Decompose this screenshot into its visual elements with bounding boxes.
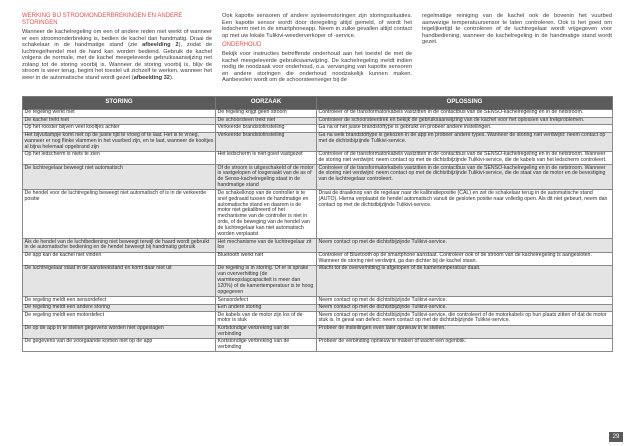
cell-oplossing: Neem contact op met de dichtstbijzijnde Tulikivi-service, die controleert of de motorkabels op hun plaats zitten of dat de motor stuk is. In geval van defect: neem contact op met de dichtstbijzijnde Tulikivi-service. (317, 312, 613, 325)
intro-paragraph-sensors: Ook kapotte sensoren of andere systeemstoringen zijn storingssituaties. Een kapotte sensor wordt door deregeling altijd gemeld, of wordt het ledscherm niet in de smartphoneapp. Neem in zulke gevallen altijd contact op met uw lokale Tulikivi-weederverkoper of -service. (222, 13, 412, 39)
cell-storing: De app kan de kachel niet vinden (23, 252, 216, 265)
column-header-oorzaak: OORZAAK (216, 97, 317, 110)
intro-paragraph-maintenance-cont: regelmatige reiniging van de kachel ook de bovenin het vuurbed aanwezige temperatuursensor te laten controleren. Ook is het goed om tegelijkertijd te controleren of de luchtregelaar wordt vrijgegeven voor handbediening, wanneer de kachelregeling in de handmatige stand wordt gezet. (422, 13, 612, 45)
cell-storing: Als de hendel van de luchtbediening niet beweegt terwijl de haard wordt gebruikt in de automatische bediening en de hendel beweegt bij handmatig gebruik (23, 239, 216, 252)
cell-oorzaak: Of de stroom is uitgeschakeld of de motor is vastgelopen of losgeraakt van de as of de Senso-kachelregeling staat in de handmatige stand (216, 165, 317, 190)
cell-oorzaak: Verkeerde brandstofinstelling (216, 125, 317, 133)
cell-oplossing: Probeer de verbinding opnieuw te maken of wacht een ogenblik. (317, 339, 613, 352)
figure-reference-32: afbeelding 32 (133, 74, 170, 81)
cell-oorzaak: Een andere storing (216, 304, 317, 312)
table-row (23, 110, 613, 118)
table-row (23, 190, 613, 239)
cell-oplossing: Controleer de schoorsteentrek en bekijk de gebruiksaanwijzing van de kachel voor het oplossen van trekproblemen. (317, 117, 613, 125)
table-row (23, 165, 613, 190)
intro-section (22, 13, 612, 95)
cell-storing: De luchtregelaar staat in de aansteekstand en komt daar niet uit (23, 266, 216, 297)
column-header-storing: STORING (23, 97, 216, 110)
intro-column-1 (22, 13, 212, 84)
table-row (23, 266, 613, 297)
cell-storing: Op het rooster blijven veel kooltjes achter (23, 125, 216, 133)
cell-storing: De gegevens van de voorgaande komen niet op de app (23, 339, 216, 352)
column-header-oplossing: OPLOSSING (317, 97, 613, 110)
cell-oplossing: Controleer of Bluetooth op de smartphone aanstaat. Controleer ook of de stroom van de kachelregeling is aangesloten. Wanneer de storing niet verdwijnt, ga dan dichter bij de kachel staan. (317, 252, 613, 265)
section-heading-onderhoud: ONDERHOUD (222, 42, 262, 48)
cell-oplossing: Controleer of de transformatorkabels vastzitten in de contactbus van de SENSO-kachelregeling en in de netstroom. (317, 110, 613, 118)
cell-storing: De hendel voor de luchtregeling beweegt niet automatisch of is in de verkeerde positie (23, 190, 216, 239)
cell-storing: Het bijvullampje komt niet op de juiste tijd te vroeg of te laat. Het is te vroeg, wanneer er nog flinke vlammen in het vuurbed zijn, en te laat, wanneer de kooltjes al bijna helemaal opgebrand zijn (23, 132, 216, 151)
cell-storing: De op de app in te stellen gegevens worden niet opgeslagen (23, 325, 216, 338)
figure-reference-2: afbeelding 2 (142, 42, 179, 48)
table-row (23, 339, 613, 352)
intro-text-part-b: ), zodat de luchtregelhendel met de hand kan worden bediend. Gebruik de kachel volgens de normale, met de kachel meegeleverde gebruiksaanwijzing net zolang tot de storing voorbij is. Wanneer de storing voorbij is, blijv de stroom is weer terug, begint het toestel uit zichzelf te werken, wanneer het weer in de automatische stand wordt gezet ( (22, 42, 212, 81)
cell-storing: De regeling meldt een motordefect (23, 312, 216, 325)
page-number: 29 (609, 432, 623, 442)
intro-column-2 (222, 13, 412, 87)
table-row (23, 252, 613, 265)
intro-paragraph-onderhoud: Bekijk voor instructies betreffende onderhoud aan het toestel de met de kachel meegeleverde gebruiksaanwijzing. De kachelregeling meldt indien nodig de noodzaak voor onderhoud, o.a. vervanging van kapotte sensoren en andere storingen die onderhoud noodzakelijk kunnen maken. Aanbevolen wordt om de schoorsteenveger bij de (222, 51, 412, 83)
cell-oorzaak: De regeling krijgt geen stroom (216, 110, 317, 118)
troubleshooting-table (22, 96, 613, 352)
cell-oplossing: Controleer of de transformatorkabels vastzitten in de contactbus van de SENSO-kachelregeling en in de netstroom. Wanneer de storing niet verdwijnt: neem contact op met de dichtstbijzijnde Tulikivi-service, die de kabels van het ledscherm controleert. (317, 151, 613, 164)
cell-oorzaak: Kortstondige verbreking van de verbinding (216, 325, 317, 338)
table-row (23, 312, 613, 325)
table-row (23, 132, 613, 151)
table-row (23, 325, 613, 338)
cell-oorzaak: Bluetooth werkt niet (216, 252, 317, 265)
cell-oplossing: Neem contact op met de dichtstbijzijnde Tulikivi-service. (317, 239, 613, 252)
cell-oplossing: Probeer de instellingen even later opnieuw in te stellen. (317, 325, 613, 338)
cell-oplossing: Controleer of de transformatorkabels vastzitten in de contactbus van de SENSO-kachelregeling en in de netstroom. Wanneer de storing niet verdwijnt: neem contact op met de dichtstbijzijnde Tulikivi-service, die de staat van de motor en de bevestiging van de luchtregelaar controleert. (317, 165, 613, 190)
cell-oorzaak: De kabels van de motor zijn los of de motor is stuk (216, 312, 317, 325)
table-row (23, 125, 613, 133)
cell-oorzaak: Verkeerde brandstofinstelling (216, 132, 317, 151)
cell-oplossing: Neem contact op met de dichtstbijzijnde Tulikivi-service. (317, 304, 613, 312)
table-row (23, 297, 613, 305)
cell-oorzaak: Sensordefect (216, 297, 317, 305)
cell-storing: De kachel trekt niet (23, 117, 216, 125)
cell-oplossing: Draai de draaiknop van de regelaar naar de kalibratiepositie (CAL) en zet de schakelaar terug in de automatische stand (AUTO). Hierna verplaatst de hendel automatisch vanuit de gesloten positie naar volledig open. Als dit niet gebeurt, neem dan contact op met de dichtstbijzijnde Tulikivi-service. (317, 190, 613, 239)
table-row (23, 151, 613, 164)
cell-storing: De regeling meldt een andere storing (23, 304, 216, 312)
table-row (23, 304, 613, 312)
intro-column-3 (422, 13, 612, 49)
cell-oplossing: Wacht tot de oververhitting is afgelopen of de kamertemperatuur daalt. (317, 266, 613, 297)
cell-oplossing: Neem contact op met de dichtstbijzijnde Tulikivi-service. (317, 297, 613, 305)
cell-oorzaak: De schoorsteen trekt niet (216, 117, 317, 125)
table-row (23, 239, 613, 252)
cell-oorzaak: Kortstondige verbreking van de verbinding (216, 339, 317, 352)
cell-oplossing: Ga na welk brandstoftype is gekozen in de app en probeer andere types. Wanneer de storing niet verdwijnt: neem contact op met de dichtstbijzijnde Tulikivi-service. (317, 132, 613, 151)
table-header-row (23, 97, 613, 110)
cell-storing: De regeling werkt niet (23, 110, 216, 118)
cell-oorzaak: Het mechanisme van de luchtregelaar zit los (216, 239, 317, 252)
cell-storing: Op het ledscherm is niets te zien (23, 151, 216, 164)
section-heading-storingen: WERKING BIJ STROOMONDERBREKINGEN EN ANDERE STORINGEN (22, 13, 183, 26)
cell-storing: De luchtregelaar beweegt niet automatisch (23, 165, 216, 190)
intro-text-part-c: ). (169, 74, 174, 81)
cell-oorzaak: De schakelknop van de controller is te snel gedraaid tussen de handmatige en automatische stand en daarom is de motor niet gekalibreerd of het mechanisme van de controller is niet in orde, of de beweging van de hendel van de luchtregelaar kan niet automatisch worden verplaatst (216, 190, 317, 239)
cell-storing: De regeling meldt een sensordefect (23, 297, 216, 305)
intro-text-part-a: Wanneer de kachelregeling om een of andere reden niet werkt of wanneer er een stroomonderbreking is, bedien de kachel dan handmatig. Draai de schakelaar in de handmatige stand (zie (22, 29, 212, 48)
intro-paragraph-1 (22, 29, 212, 81)
cell-oorzaak: De regeling is in storing. Of er is sprake van oververhitting (de warmteopslagcapaciteit is meer dan 120%) of de kamertemperatuur is te hoog opgegeven (216, 266, 317, 297)
cell-oplossing: Ga na of het juiste brandstoftype is gebruikt en probeer andere instellingen. (317, 125, 613, 133)
cell-oorzaak: Het ledscherm is niet goed vastgezet (216, 151, 317, 164)
